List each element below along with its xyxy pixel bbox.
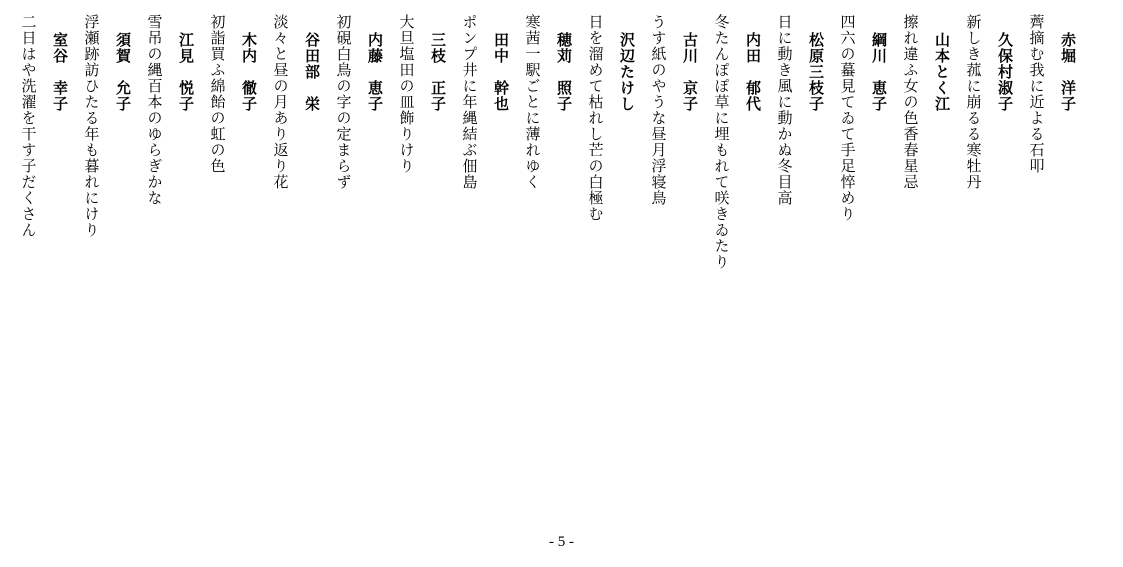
author-name: 内藤 恵子	[366, 32, 384, 112]
haiku-text: 二日はや洗濯を干す子だくさん	[19, 14, 38, 238]
haiku-text: 冬たんぽぽ草に埋もれて咲きゐたり	[712, 14, 731, 270]
haiku-text: 日に動き風に動かぬ冬目高	[775, 14, 794, 206]
author-name: 久保村淑子	[996, 32, 1014, 112]
haiku-text: 日を溜めて枯れし芒の白極む	[586, 14, 605, 222]
haiku-text: 大旦塩田の皿飾りけり	[397, 14, 416, 174]
haiku-text: 初詣買ふ綿飴の虹の色	[208, 14, 227, 174]
author-name: 木内 徹子	[240, 32, 258, 112]
haiku-text: 淡々と昼の月あり返り花	[271, 14, 290, 190]
author-name: 三枝 正子	[429, 32, 447, 112]
author-name: 赤堀 洋子	[1059, 32, 1077, 112]
haiku-text: 薺摘む我に近よる石叩	[1027, 14, 1046, 174]
haiku-columns	[19, 14, 1083, 514]
haiku-text: 浮瀬跡訪ひたる年も暮れにけり	[82, 14, 101, 238]
author-name: 松原三枝子	[807, 32, 825, 112]
author-name: 山本とく江	[933, 32, 951, 112]
haiku-text: 新しき菰に崩るる寒牡丹	[964, 14, 983, 190]
haiku-text: うす紙のやうな昼月浮寝鳥	[649, 14, 668, 206]
haiku-text: ポンプ井に年縄結ぶ佃島	[460, 14, 479, 190]
page-number: - 5 -	[549, 534, 574, 550]
haiku-text: 初硯白鳥の字の定まらず	[334, 14, 353, 190]
author-name: 沢辺たけし	[618, 32, 636, 112]
author-name: 穂苅 照子	[555, 32, 573, 112]
author-name: 須賀 允子	[114, 32, 132, 112]
author-name: 江見 悦子	[177, 32, 195, 112]
haiku-text: 寒茜一駅ごとに薄れゆく	[523, 14, 542, 190]
author-name: 田中 幹也	[492, 32, 510, 112]
author-name: 室谷 幸子	[51, 32, 69, 112]
haiku-text: 四六の蟇見てゐて手足悴めり	[838, 14, 857, 222]
haiku-text: 擦れ違ふ女の色香春星忌	[901, 14, 920, 190]
author-name: 内田 郁代	[744, 32, 762, 112]
author-name: 古川 京子	[681, 32, 699, 112]
author-name: 綱川 恵子	[870, 32, 888, 112]
author-name: 谷田部 栄	[303, 32, 321, 112]
haiku-text: 雪吊の縄百本のゆらぎかな	[145, 14, 164, 206]
